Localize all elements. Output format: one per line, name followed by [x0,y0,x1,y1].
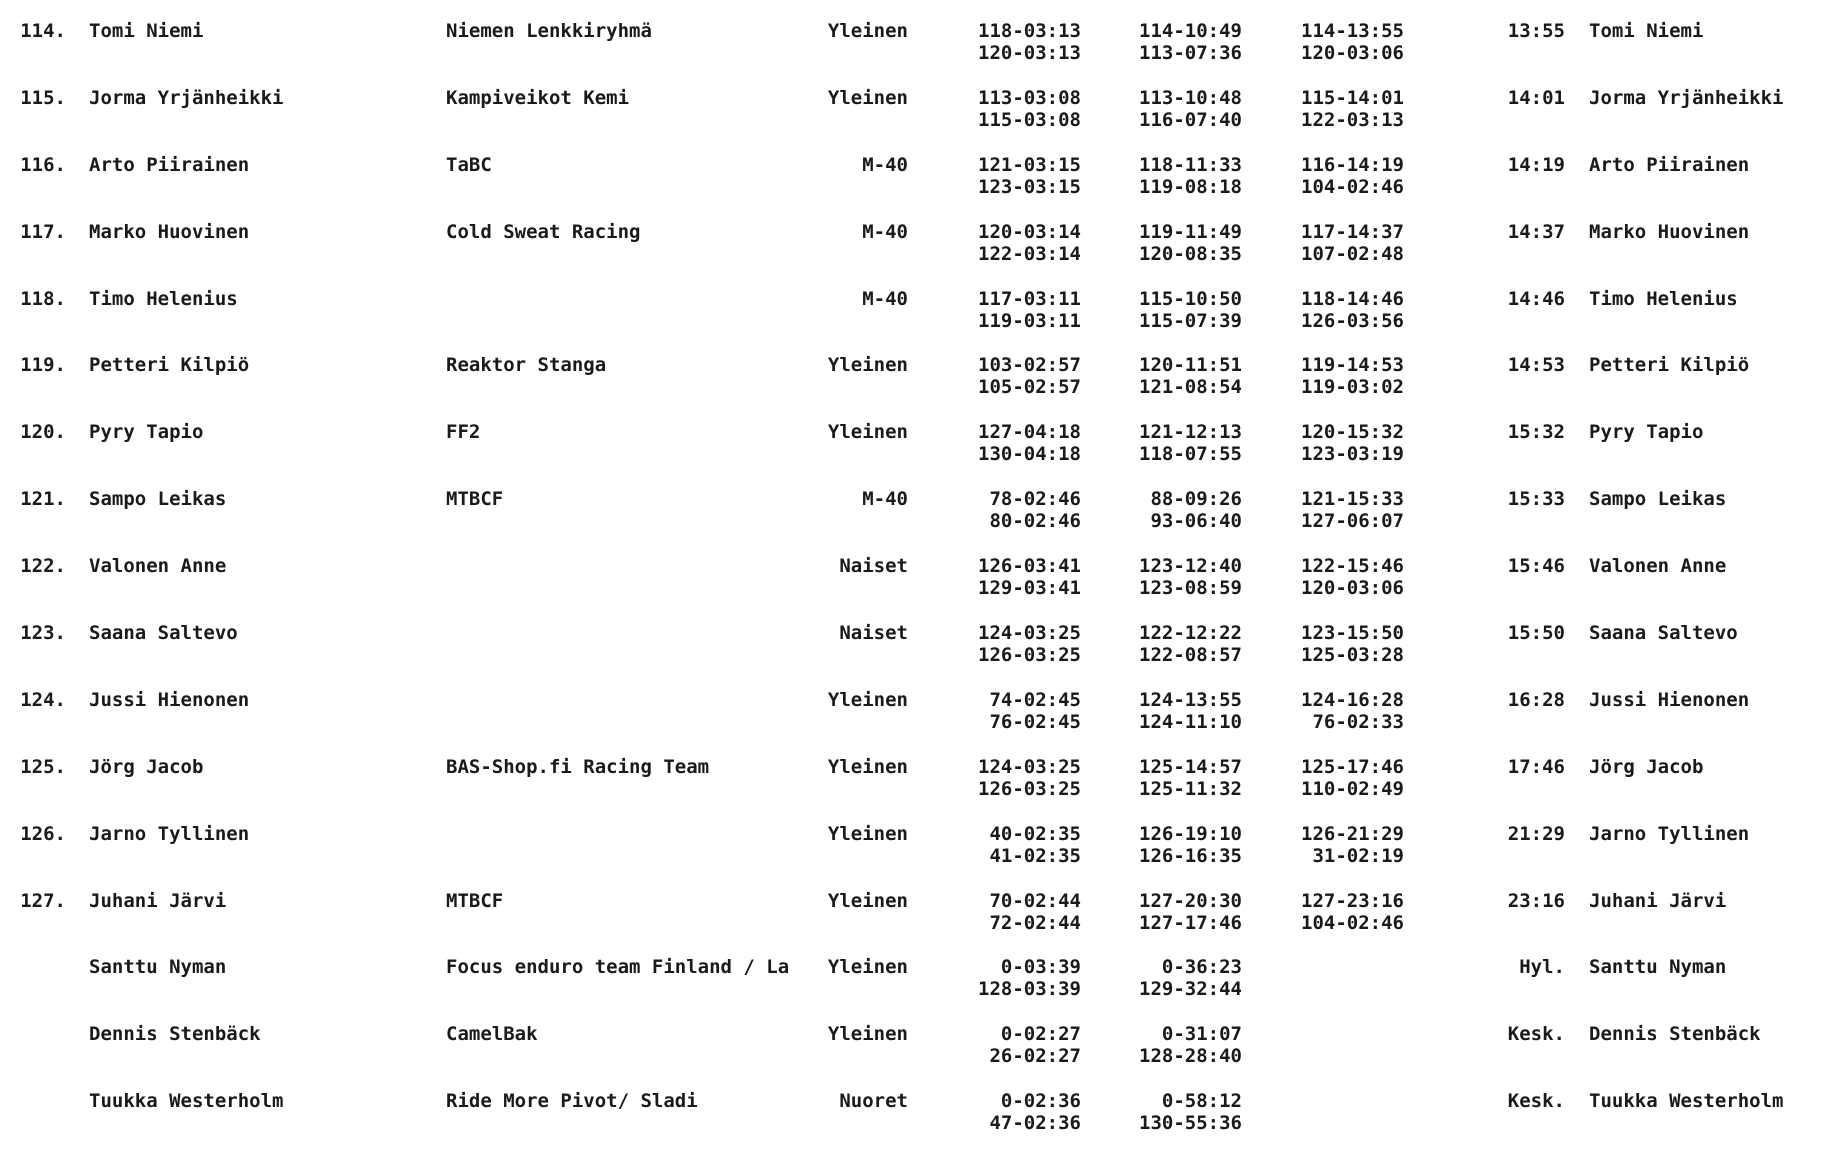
rider-name-repeat-cell: Juhani Järvi [1589,889,1727,912]
stage1-split [960,1023,1081,1067]
class-cell: Naiset [839,555,908,578]
split-stage-time: 126-16:35 [1139,844,1242,867]
split-stage-time: 76-02:33 [1312,710,1404,733]
rider-name-repeat-cell: Petteri Kilpiö [1589,354,1750,377]
stage3-split [1283,555,1404,599]
split-position-time: 125-14:57 [1139,755,1242,778]
stage3-split [1283,756,1404,800]
split-position-time: 118-14:46 [1301,287,1404,310]
split-stage-time: 122-08:57 [1139,644,1242,667]
rank-cell: 120. [20,421,66,444]
stage1-split [960,890,1081,934]
split-position-time: 126-19:10 [1139,822,1242,845]
result-row [0,886,1824,953]
stage3-split [1283,354,1404,398]
split-stage-time: 130-04:18 [978,443,1081,466]
stage2-split [1121,1023,1242,1067]
stage2-split [1121,354,1242,398]
class-cell: M-40 [862,488,908,511]
rank-cell: 117. [20,220,66,243]
split-stage-time: 93-06:40 [1150,510,1242,533]
split-position-time: 74-02:45 [989,688,1081,711]
stage1-split [960,288,1081,332]
final-time-cell: 15:32 [1507,421,1565,444]
rank-cell: 126. [20,822,66,845]
rider-name-repeat-cell: Jorma Yrjänheikki [1589,86,1784,109]
split-position-time: 40-02:35 [989,822,1081,845]
stage2-split [1121,956,1242,1000]
split-position-time: 113-03:08 [978,86,1081,109]
split-stage-time: 129-03:41 [978,577,1081,600]
rider-name-cell: Pyry Tapio [89,421,204,444]
stage1-split [960,87,1081,131]
split-position-time: 124-13:55 [1139,688,1242,711]
stage2-split [1121,756,1242,800]
split-stage-time: 128-28:40 [1139,1045,1242,1068]
result-row [0,350,1824,417]
final-time-cell: 23:16 [1507,889,1565,912]
split-position-time: 120-03:14 [978,220,1081,243]
team-cell: CamelBak [446,1023,538,1046]
class-cell: Nuoret [839,1090,908,1113]
split-position-time: 0-02:36 [1000,1090,1081,1113]
split-position-time: 127-04:18 [978,421,1081,444]
class-cell: Yleinen [827,822,908,845]
result-row [0,16,1824,83]
split-stage-time: 120-03:13 [978,42,1081,64]
class-cell: M-40 [862,287,908,310]
stage1-split [960,20,1081,64]
stage1-split [960,956,1081,1000]
split-position-time: 114-10:49 [1139,20,1242,42]
result-row [0,284,1824,351]
split-stage-time: 104-02:46 [1301,175,1404,198]
stage2-split [1121,20,1242,64]
rider-name-repeat-cell: Santtu Nyman [1589,956,1727,979]
split-position-time: 114-13:55 [1301,20,1404,42]
stage1-split [960,154,1081,198]
split-stage-time: 128-03:39 [978,978,1081,1001]
split-stage-time: 126-03:25 [978,644,1081,667]
stage1-split [960,555,1081,599]
stage2-split [1121,154,1242,198]
stage3-split [1283,823,1404,867]
rank-cell: 122. [20,555,66,578]
split-position-time: 122-12:22 [1139,622,1242,645]
split-position-time: 118-03:13 [978,20,1081,42]
stage3-split [1283,154,1404,198]
split-stage-time: 127-17:46 [1139,911,1242,934]
class-cell: Yleinen [827,20,908,42]
rider-name-cell: Arto Piirainen [89,153,250,176]
split-stage-time: 41-02:35 [989,844,1081,867]
rider-name-repeat-cell: Jussi Hienonen [1589,688,1750,711]
split-stage-time: 120-03:06 [1301,42,1404,64]
split-stage-time: 121-08:54 [1139,376,1242,399]
stage2-split [1121,221,1242,265]
class-cell: M-40 [862,220,908,243]
rank-cell: 119. [20,354,66,377]
class-cell: Yleinen [827,354,908,377]
class-cell: Yleinen [827,688,908,711]
split-position-time: 124-03:25 [978,755,1081,778]
split-stage-time: 118-07:55 [1139,443,1242,466]
rank-cell: 121. [20,488,66,511]
split-position-time: 122-15:46 [1301,555,1404,578]
rider-name-cell: Tomi Niemi [89,20,204,42]
final-time-cell: 14:01 [1507,86,1565,109]
result-row [0,1086,1824,1153]
result-row [0,819,1824,886]
split-stage-time: 104-02:46 [1301,911,1404,934]
rider-name-repeat-cell: Jarno Tyllinen [1589,822,1750,845]
split-position-time: 0-36:23 [1161,956,1242,979]
split-stage-time: 125-11:32 [1139,777,1242,800]
class-cell: Yleinen [827,421,908,444]
split-stage-time: 120-03:06 [1301,577,1404,600]
final-time-cell: Kesk. [1507,1023,1565,1046]
result-row [0,551,1824,618]
split-position-time: 119-14:53 [1301,354,1404,377]
split-stage-time: 76-02:45 [989,710,1081,733]
team-cell: MTBCF [446,889,504,912]
stage1-split [960,756,1081,800]
class-cell: Yleinen [827,755,908,778]
split-position-time: 120-15:32 [1301,421,1404,444]
final-time-cell: 15:50 [1507,622,1565,645]
class-cell: Yleinen [827,1023,908,1046]
rider-name-cell: Sampo Leikas [89,488,227,511]
rider-name-repeat-cell: Timo Helenius [1589,287,1738,310]
rank-cell: 125. [20,755,66,778]
result-row [0,618,1824,685]
result-row [0,685,1824,752]
final-time-cell: 15:46 [1507,555,1565,578]
stage3-split [1283,488,1404,532]
split-stage-time: 126-03:25 [978,777,1081,800]
result-row [0,484,1824,551]
split-position-time: 121-15:33 [1301,488,1404,511]
split-stage-time: 115-07:39 [1139,309,1242,332]
rider-name-repeat-cell: Marko Huovinen [1589,220,1750,243]
split-stage-time: 119-03:02 [1301,376,1404,399]
final-time-cell: 14:37 [1507,220,1565,243]
split-position-time: 121-03:15 [978,153,1081,176]
split-position-time: 120-11:51 [1139,354,1242,377]
stage3-split [1283,890,1404,934]
split-position-time: 127-20:30 [1139,889,1242,912]
split-position-time: 78-02:46 [989,488,1081,511]
rider-name-repeat-cell: Tuukka Westerholm [1589,1090,1784,1113]
split-stage-time: 26-02:27 [989,1045,1081,1068]
stage3-split [1283,20,1404,64]
stage2-split [1121,823,1242,867]
results-list [0,16,1824,1153]
rider-name-cell: Saana Saltevo [89,622,238,645]
result-row [0,952,1824,1019]
split-stage-time: 129-32:44 [1139,978,1242,1001]
stage2-split [1121,890,1242,934]
split-position-time: 117-03:11 [978,287,1081,310]
stage3-split [1283,221,1404,265]
final-time-cell: 13:55 [1507,20,1565,42]
stage1-split [960,488,1081,532]
result-row [0,752,1824,819]
rider-name-cell: Jussi Hienonen [89,688,250,711]
rider-name-cell: Valonen Anne [89,555,227,578]
result-row [0,417,1824,484]
stage2-split [1121,421,1242,465]
team-cell: TaBC [446,153,492,176]
result-row [0,150,1824,217]
stage3-split [1283,421,1404,465]
split-stage-time: 124-11:10 [1139,710,1242,733]
team-cell: Focus enduro team Finland / La [446,956,790,979]
split-stage-time: 105-02:57 [978,376,1081,399]
split-position-time: 127-23:16 [1301,889,1404,912]
stage1-split [960,622,1081,666]
rider-name-repeat-cell: Dennis Stenbäck [1589,1023,1761,1046]
stage2-split [1121,555,1242,599]
split-stage-time: 107-02:48 [1301,242,1404,265]
rider-name-cell: Petteri Kilpiö [89,354,250,377]
final-time-cell: 14:19 [1507,153,1565,176]
stage3-split [1283,288,1404,332]
rider-name-repeat-cell: Pyry Tapio [1589,421,1704,444]
split-stage-time: 113-07:36 [1139,42,1242,64]
split-position-time: 119-11:49 [1139,220,1242,243]
final-time-cell: 16:28 [1507,688,1565,711]
split-position-time: 113-10:48 [1139,86,1242,109]
stage2-split [1121,689,1242,733]
team-cell: Kampiveikot Kemi [446,86,630,109]
stage1-split [960,689,1081,733]
split-stage-time: 126-03:56 [1301,309,1404,332]
rider-name-repeat-cell: Valonen Anne [1589,555,1727,578]
split-position-time: 0-31:07 [1161,1023,1242,1046]
rider-name-cell: Juhani Järvi [89,889,227,912]
split-position-time: 124-03:25 [978,622,1081,645]
rank-cell: 124. [20,688,66,711]
rank-cell: 114. [20,20,66,42]
split-stage-time: 119-03:11 [978,309,1081,332]
final-time-cell: 14:46 [1507,287,1565,310]
rider-name-cell: Marko Huovinen [89,220,250,243]
stage2-split [1121,87,1242,131]
split-stage-time: 122-03:14 [978,242,1081,265]
split-position-time: 126-21:29 [1301,822,1404,845]
final-time-cell: 17:46 [1507,755,1565,778]
split-position-time: 115-10:50 [1139,287,1242,310]
rider-name-cell: Tuukka Westerholm [89,1090,284,1113]
split-position-time: 116-14:19 [1301,153,1404,176]
result-row [0,217,1824,284]
split-stage-time: 80-02:46 [989,510,1081,533]
stage2-split [1121,288,1242,332]
stage3-split [1283,689,1404,733]
stage2-split [1121,1090,1242,1134]
result-row [0,1019,1824,1086]
split-stage-time: 119-08:18 [1139,175,1242,198]
split-position-time: 121-12:13 [1139,421,1242,444]
split-stage-time: 110-02:49 [1301,777,1404,800]
rider-name-cell: Timo Helenius [89,287,238,310]
split-stage-time: 127-06:07 [1301,510,1404,533]
split-position-time: 125-17:46 [1301,755,1404,778]
final-time-cell: 14:53 [1507,354,1565,377]
rank-cell: 116. [20,153,66,176]
team-cell: Niemen Lenkkiryhmä [446,20,652,42]
rider-name-cell: Santtu Nyman [89,956,227,979]
rider-name-repeat-cell: Tomi Niemi [1589,20,1704,42]
rank-cell: 115. [20,86,66,109]
split-position-time: 117-14:37 [1301,220,1404,243]
rider-name-cell: Jarno Tyllinen [89,822,250,845]
split-position-time: 0-58:12 [1161,1090,1242,1113]
rank-cell: 123. [20,622,66,645]
split-position-time: 115-14:01 [1301,86,1404,109]
split-stage-time: 47-02:36 [989,1112,1081,1135]
rider-name-cell: Jörg Jacob [89,755,204,778]
final-time-cell: 15:33 [1507,488,1565,511]
result-row [0,83,1824,150]
rider-name-cell: Jorma Yrjänheikki [89,86,284,109]
class-cell: M-40 [862,153,908,176]
rider-name-repeat-cell: Jörg Jacob [1589,755,1704,778]
team-cell: MTBCF [446,488,504,511]
split-position-time: 118-11:33 [1139,153,1242,176]
team-cell: Cold Sweat Racing [446,220,641,243]
rider-name-repeat-cell: Sampo Leikas [1589,488,1727,511]
split-stage-time: 116-07:40 [1139,108,1242,131]
split-stage-time: 72-02:44 [989,911,1081,934]
stage2-split [1121,622,1242,666]
stage1-split [960,354,1081,398]
split-stage-time: 130-55:36 [1139,1112,1242,1135]
rider-name-cell: Dennis Stenbäck [89,1023,261,1046]
split-stage-time: 120-08:35 [1139,242,1242,265]
split-stage-time: 122-03:13 [1301,108,1404,131]
team-cell: Ride More Pivot/ Sladi [446,1090,698,1113]
stage2-split [1121,488,1242,532]
split-position-time: 103-02:57 [978,354,1081,377]
split-position-time: 126-03:41 [978,555,1081,578]
stage1-split [960,221,1081,265]
split-stage-time: 123-08:59 [1139,577,1242,600]
split-position-time: 88-09:26 [1150,488,1242,511]
final-time-cell: Hyl. [1519,956,1565,979]
split-position-time: 0-03:39 [1000,956,1081,979]
split-position-time: 124-16:28 [1301,688,1404,711]
split-position-time: 123-12:40 [1139,555,1242,578]
rank-cell: 127. [20,889,66,912]
split-stage-time: 31-02:19 [1312,844,1404,867]
split-stage-time: 123-03:19 [1301,443,1404,466]
class-cell: Naiset [839,622,908,645]
rider-name-repeat-cell: Saana Saltevo [1589,622,1738,645]
class-cell: Yleinen [827,889,908,912]
stage1-split [960,1090,1081,1134]
team-cell: Reaktor Stanga [446,354,607,377]
split-stage-time: 115-03:08 [978,108,1081,131]
split-position-time: 0-02:27 [1000,1023,1081,1046]
split-stage-time: 125-03:28 [1301,644,1404,667]
stage1-split [960,823,1081,867]
final-time-cell: 21:29 [1507,822,1565,845]
split-position-time: 70-02:44 [989,889,1081,912]
split-position-time: 123-15:50 [1301,622,1404,645]
class-cell: Yleinen [827,956,908,979]
rider-name-repeat-cell: Arto Piirainen [1589,153,1750,176]
stage3-split [1283,87,1404,131]
class-cell: Yleinen [827,86,908,109]
split-stage-time: 123-03:15 [978,175,1081,198]
rank-cell: 118. [20,287,66,310]
stage1-split [960,421,1081,465]
team-cell: FF2 [446,421,481,444]
stage3-split [1283,622,1404,666]
team-cell: BAS-Shop.fi Racing Team [446,755,710,778]
final-time-cell: Kesk. [1507,1090,1565,1113]
